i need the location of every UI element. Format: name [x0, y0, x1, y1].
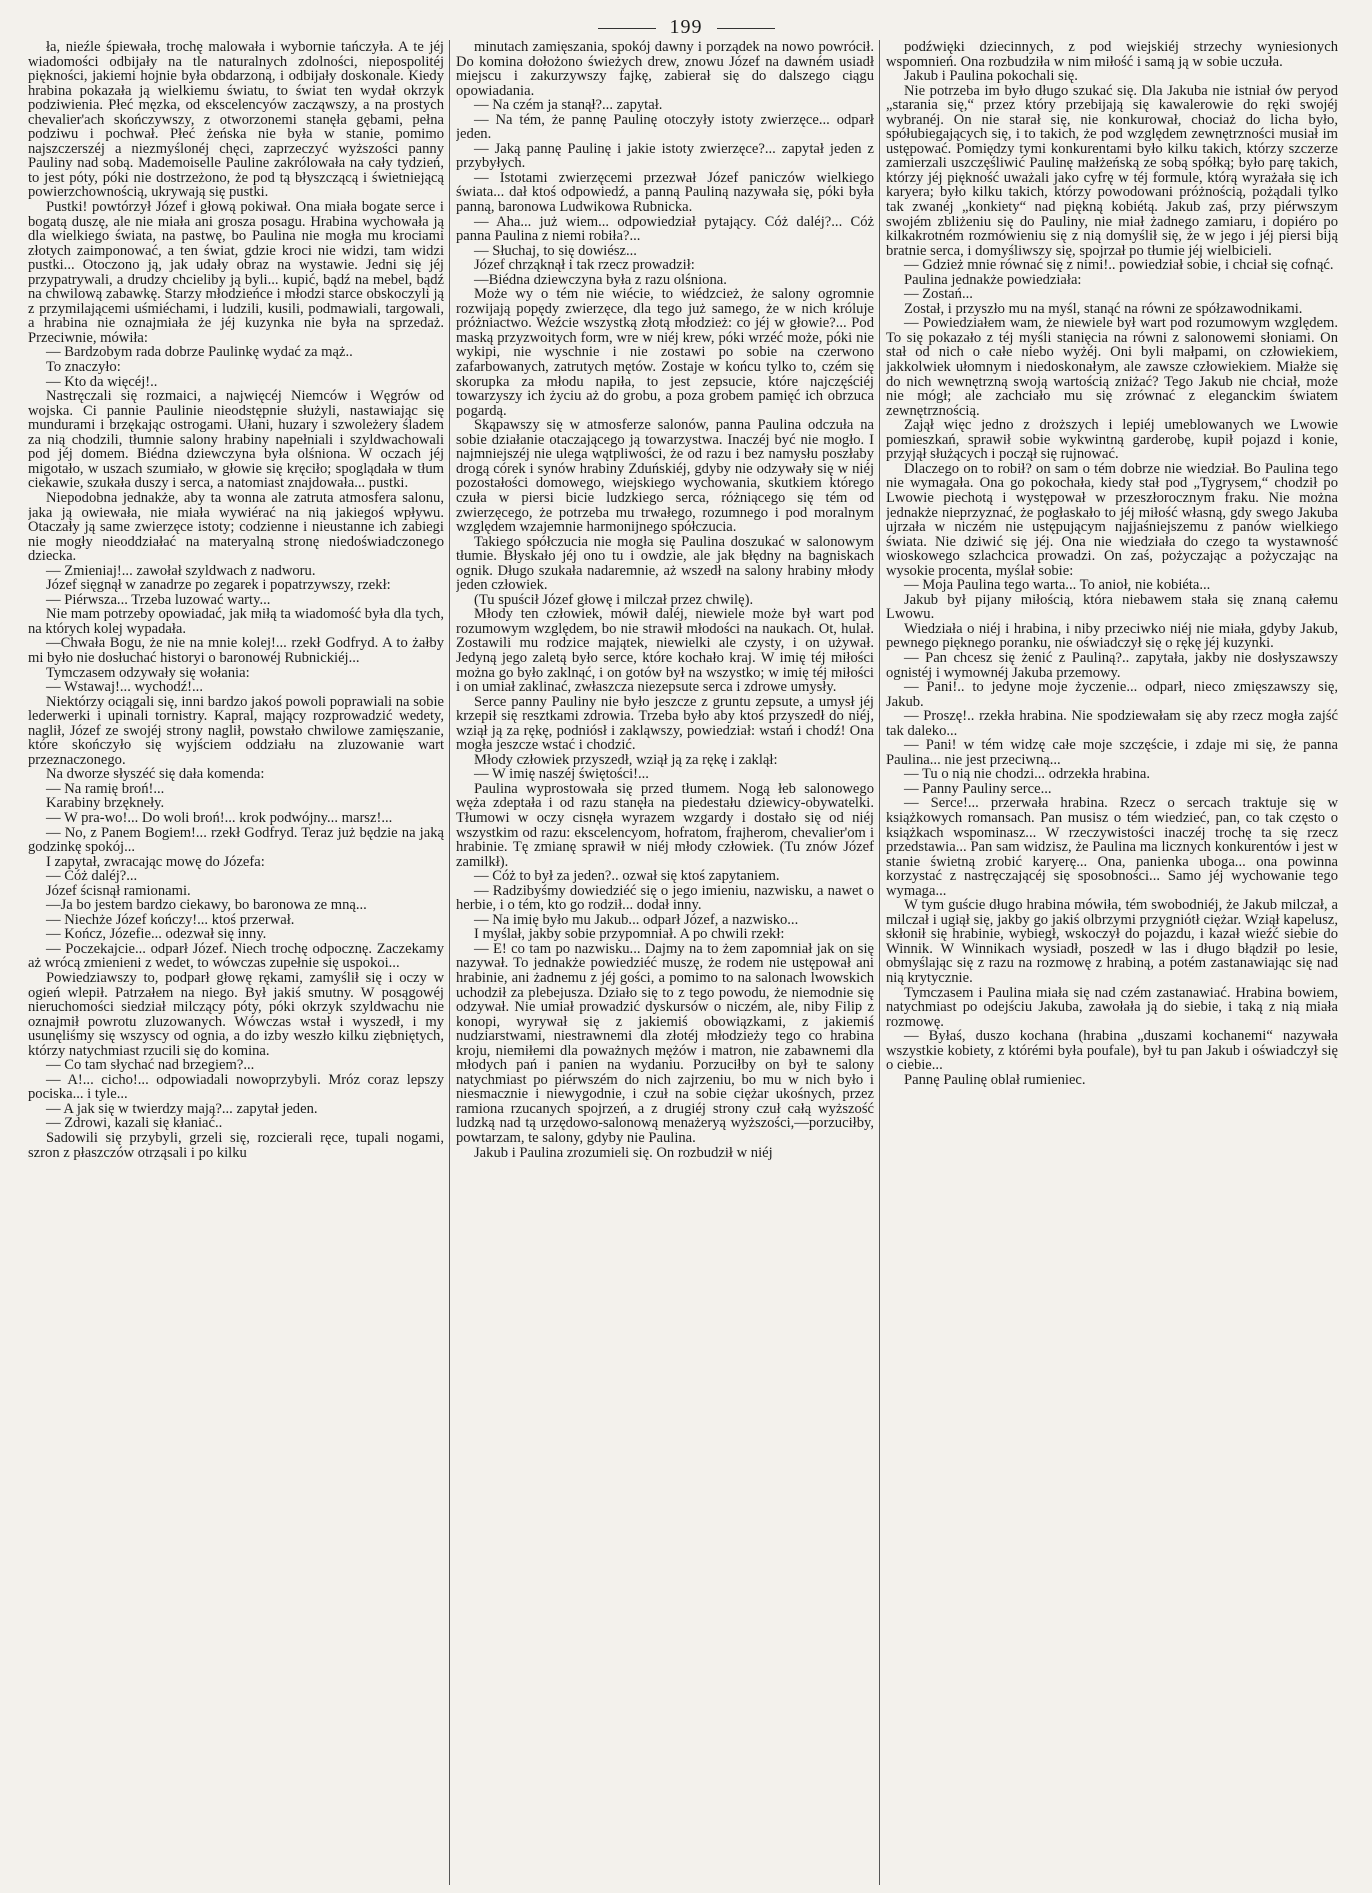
paragraph: —Chwała Bogu, że nie na mnie kolej!... rzekł Godfryd. A to żałby mi było nie dosłuchać historyi o baronowéj Rubnickiéj... [28, 635, 444, 666]
paragraph: Józef sięgnął w zanadrze po zegarek i popatrzywszy, rzekł: [46, 577, 391, 594]
paragraph: Nie mam potrzeby opowiadać, jak miłą ta wiadomość była dla tych, na których kolej wypadała. [28, 606, 444, 637]
header-rule-right [717, 28, 775, 29]
paragraph: Zajął więc jedno z droższych i lepiéj umeblowanych we Lwowie pomieszkań, sprawił sobie wykwintną garderobę, kupił pojazd i konie, przyjął służących i począł się rujnować. [886, 417, 1338, 463]
paragraph: Niektórzy ociągali się, inni bardzo jakoś powoli poprawiali na sobie lederwerki i upinali tornistry. Kapral, mający rozprowadzić wedety, naglił, Józef ze swojéj strony naglił, powstało chwilowe zamięszanie, które skończyło się wyjściem oddziału na zluzowanie wart przeznaczonego. [28, 693, 444, 768]
paragraph: minutach zamięszania, spokój dawny i porządek na nowo powrócił. Do komina dołożono świeżych drew, znowu Józef na dawném usiadł miejscu i zakurzywszy fajkę, zabierał się do dalszego ciągu opowiadania. [456, 40, 874, 99]
paragraph: Karabiny brzękneły. [46, 795, 165, 812]
text-column-2 [456, 40, 874, 1885]
paragraph: — Zostań... [904, 286, 973, 303]
paragraph: — Cóż to był za jeden?.. ozwał się ktoś zapytaniem. [474, 868, 780, 885]
paragraph: Został, i przyszło mu na myśl, stanąć na równi ze spółzawodnikami. [904, 300, 1303, 317]
paragraph: — Kto da więcéj!.. [46, 373, 158, 390]
header-rule-left [598, 28, 656, 29]
paragraph: Skąpawszy się w atmosferze salonów, panna Paulina odczuła na sobie działanie otaczającego ją towarzystwa. Inaczéj być nie mogło. I najmniejszéj nie ulega wątpliwości, że od razu i bez namysłu poszłaby drogą córek i synów hrabiny Zduńskiéj, gdyby nie odzywały się w niéj pozostałości domowego, wiejskiego wychowania, skutkiem którego czuła w piersi bicie ludzkiego serca, różniącego się tém od zwierzęcego, że potrzeba mu trwałego, rozumnego i pod moralnym względem wzajemnie harmonijnego spółczucia. [456, 417, 874, 536]
paragraph: — Bardzobym rada dobrze Paulinkę wydać za mąż.. [46, 344, 353, 361]
paragraph: — Proszę!.. rzekła hrabina. Nie spodziewałam się aby rzecz mogła zajść tak daleko... [886, 708, 1338, 739]
paragraph: — Zdrowi, kazali się kłaniać.. [46, 1115, 223, 1132]
paragraph: W tym guście długo hrabina mówiła, tém swobodniéj, że Jakub milczał, a milczał i ugiął się, jakby go jakiś olbrzymi przygniótł ciężar. Wziął kapelusz, skłonił się hrabinie, wybiegł, wskoczył do pojazdu, i kazał wieźć siebie do Winnik. W Winnikach wysiadł, poszedł w las i długo błądził po lesie, obmyślając się z razu na rozmowę z hrabiną, a potém zastanawiając się nad nią krytycznie. [886, 897, 1338, 986]
paragraph: I zapytał, zwracając mowę do Józefa: [46, 853, 265, 870]
paragraph: — Wstawaj!... wychodź!... [46, 679, 203, 696]
paragraph: Jakub i Paulina pokochali się. [904, 68, 1078, 85]
paragraph: — Zmieniaj!... zawołał szyldwach z nadworu. [46, 562, 316, 579]
paragraph: Wiedziała o niéj i hrabina, i niby przeciwko niéj nie miała, gdyby Jakub, pewnego pięknego poranku, nie oświadczył się o rękę jéj kuzynki. [886, 620, 1338, 652]
paragraph: Paulina jednakże powiedziała: [904, 271, 1082, 288]
page-number: 199 [669, 16, 703, 38]
paragraph: Może wy o tém nie wiécie, to wiédzcież, że salony ogromnie rozwijają popędy zwierzęce, dla tego już samego, że w nich króluje próżniactwo. Weźcie wszystką złotą młodzież: co jéj w głowie?... Pod maską przyzwoitych form, wre w niéj krew, póki wrzéć może, póki nie wykipi, nie wyschnie i nie zostawi po sobie na czerwono zafarbowanych, zatrutych mętów. Zostaje w końcu tylko to, czém się skorupka za młodu napiła, to jest zepsucie, które najczęściéj towarzyszy ich życiu aż do grobu, a poza grobem pamięć ich obrzuca pogardą. [456, 286, 874, 419]
paragraph: Takiego spółczucia nie mogła się Paulina doszukać w salonowym tłumie. Błyskało jéj ono tu i owdzie, ale jak błędny na bagniskach ognik. Długo szukała nadaremnie, aż wszedł na salony hrabiny młody jeden człowiek. [456, 533, 874, 594]
paragraph: — Piérwsza... Trzeba luzować warty... [46, 591, 271, 608]
paragraph: Jakub i Paulina zrozumieli się. On rozbudził w niéj [474, 1144, 773, 1161]
page-header [0, 16, 1372, 39]
paragraph: — Tu o nią nie chodzi... odrzekła hrabina. [904, 766, 1151, 783]
paragraph: — A!... cicho!... odpowiadali nowoprzybyli. Mróz coraz lepszy pociska... i tyle... [28, 1071, 444, 1103]
paragraph: Pannę Paulinę oblał rumieniec. [904, 1071, 1086, 1088]
paragraph: Nie potrzeba im było długo szukać się. Dla Jakuba nie istniał ów peryod „starania się,“ przez który przebijają się kawalerowie do ręki swojéj wybranéj. On nie starał się, nie konkurował, chociaż do licha było, spółubiegających się, i to takich, że pod względem zewnętrzności musiał im ustępować. Pomiędzy tymi konkurentami było kilku takich, którzy szczerze zamierzali uszczęśliwić Paulinę małżeńską ze sobą spółką; było parę takich, którzy jéj piękność uważali jako cyfrę w téj formule, którą wyrażała się ich karyera; było kilku takich, którzy powodowani próżnością, pożądali tylko tak zwanéj „konkiety“ nad piękną kobiétą. Jakub zaś, przy piérwszym swojém zbliżeniu się do Pauliny, nie miał żadnego zamiaru, i dopiéro po kilkakrotném rozmówieniu się z nią domyślił się, że w jego i jéj piersi biją bratnie serca, i domyśliwszy się, spojrzał po tłumie jéj wielbicieli. [886, 82, 1338, 259]
paragraph: To znaczyło: [46, 359, 121, 376]
paragraph: Sadowili się przybyli, grzeli się, rozcierali ręce, tupali nogami, szron z płaszczów otrząsali i po kilku [28, 1130, 444, 1161]
paragraph: — E! co tam po nazwisku... Dajmy na to żem zapomniał jak on się nazywał. To jednakże powiedziéć muszę, że rodem nie ustępował ani hrabinie, ani żadnemu z jéj gości, a pomimo to na salonach lwowskich uchodził za plebejusza. Działo się to z tego powodu, że niemodnie się odzywał. Nie umiał prowadzić dyskursów o niczém, ale, niby Filip z konopi, wyrywał się z jakiemiś obowiązkami, z jakiemiś nudziarstwami, niestrawnemi dla złotéj młodzieży tego co hrabina kroju, niemiłemi dla poważnych mężów i matron, nie zabawnemi dla młodych pań i panien na wydaniu. Porzuciłby on był te salony natychmiast po piérwszém do nich zajrzeniu, bo mu w nich było i niesmacznie i niewygodnie, i czuł na sobie ciężar ukośnych, przez ramiona rzucanych spojrzeń, a z drugiéj strony czuł całą wyższość ludzką nad tą urzędowo-salonową menażeryą wyższości,—porzuciłby, powtarzam, te salony, gdyby nie Paulina. [456, 940, 874, 1147]
paragraph: — Cóż daléj?... [46, 868, 138, 885]
paragraph: — Pani!.. to jedyne moje życzenie... odparł, nieco zmięszawszy się, Jakub. [886, 679, 1338, 710]
paragraph: —Biédna dziewczyna była z razu olśniona. [474, 271, 727, 288]
paragraph: Dlaczego on to robił? on sam o tém dobrze nie wiedział. Bo Paulina tego nie wymagała. Ona go pokochała, kiedy stał pod „Tygrysem,“ chodził po Lwowie piechotą i występował w przeszłorocznym fraku. Nie można jednakże nieprzyznać, że pogłaskało to jéj miłość własną, gdy swego Jakuba ujrzała w niczém nie ustępującym najjaśniejszemu z panów wielkiego świata. Nie dziwić się jéj. Ona nie wiedziała do czego ta wystawność wioskowego szlachcica prowadzi. On zaś, pożyczając a pożyczając na wysokie procenta, myślał sobie: [886, 460, 1338, 579]
paragraph: — Radzibyśmy dowiedziéć się o jego imieniu, nazwisku, a nawet o herbie, i o tém, kto go rodził... dodał inny. [456, 882, 874, 914]
paragraph: Józef ścisnął ramionami. [46, 882, 191, 899]
paragraph: — Słuchaj, to się dowiész... [474, 242, 637, 259]
paragraph: — Poczekajcie... odparł Józef. Niech trochę odpocznę. Zaczekamy aż wrócą zmienieni z wedet, to wówczas zupełnie się uspokoi... [28, 940, 444, 972]
paragraph: — W imię naszéj świętości!... [474, 766, 649, 783]
paragraph: Młody człowiek przyszedł, wziął ją za rękę i zaklął: [474, 751, 778, 768]
paragraph: —Ja bo jestem bardzo ciekawy, bo baronowa ze mną... [46, 897, 367, 914]
paragraph: I myślał, jakby sobie przypomniał. A po chwili rzekł: [474, 926, 785, 943]
column-divider [449, 40, 450, 1885]
paragraph: — Pani! w tém widzę całe moje szczęście, i zdaje mi się, że panna Paulina... nie jest przeciwną... [886, 737, 1338, 768]
paragraph: — Powiedziałem wam, że niewiele był wart pod rozumowym względem. To się pokazało z téj myśli stanięcia na równi z salonowemi słoniami. On stał od nich o całe niebo wyżéj. Oni byli małpami, on człowiekiem, jakkolwiek ułomnym i niedoskonałym, ale zawsze człowiekiem. Miałże się do nich wewnętrzną swoją wartością zniżać? Tego Jakub nie chciał, może nie mógł; ale zachciało mu się zrównać z eleganckim światem zewnętrznością. [886, 315, 1338, 419]
paragraph: — Moja Paulina tego warta... To anioł, nie kobiéta... [904, 577, 1211, 594]
paragraph: — Na czém ja stanął?... zapytał. [474, 97, 663, 114]
paragraph: — Istotami zwierzęcemi przezwał Józef paniczów wielkiego świata... dał ktoś odpowiedź, a panną Pauliną nazywała się, póki była panną, baronowa Ludwikowa Rubnicka. [456, 169, 874, 216]
paragraph: Jakub był pijany miłością, która niebawem stała się znaną całemu Lwowu. [886, 591, 1338, 623]
paragraph: Niepodobna jednakże, aby ta wonna ale zatruta atmosfera salonu, jaka ją owiewała, nie miała wywiérać na nią jakiegoś wpływu. Otaczały ją same zwierzęce istoty; codzienne i nieustanne ich zabiegi nie mogły nieoddziałać na materyalną stronę niedoświadczonego dziecka. [28, 489, 444, 565]
paragraph: — Pan chcesz się żenić z Pauliną?.. zapytała, jakby nie dosłyszawszy ognistéj i wymownéj Jakuba przemowy. [886, 649, 1338, 681]
paragraph: Powiedziawszy to, podparł głowę rękami, zamyślił się i oczy w ogień wlepił. Patrzałem na niego. Był jakiś smutny. W posągowéj nieruchomości siedział milczący póty, póki okrzyk szyldwachu nie oznajmił powrotu zluzowanych. Wówczas wstał i wyszedł, i my usunęliśmy się wszyscy od ognia, a do izby weszło kilku ziębniętych, którzy natychmiast rzucili się do komina. [28, 970, 444, 1059]
paragraph: Tymczasem odzywały się wołania: [46, 664, 250, 681]
paragraph: Paulina wyprostowała się przed tłumem. Nogą łeb salonowego węża zdeptała i od razu stanęła na piedestału dziewicy-obywatelki. Tłumowi w oczy cisnęła wyrazem wzgardy i dostało się od niéj wszystkim od razu: ekscelencyom, hofratom, frajherom, chevalier'om i hrabinie. Tę zmianę sprawił w niéj młody człowiek. (Tu znów Józef zamilkł). [456, 780, 874, 870]
paragraph: (Tu spuścił Józef głowę i milczał przez chwilę). [474, 591, 754, 608]
paragraph: — Gdzież mnie równać się z nimi!.. powiedział sobie, i chciał się cofnąć. [904, 257, 1334, 274]
paragraph: — Co tam słychać nad brzegiem?... [46, 1057, 255, 1074]
paragraph: Nastręczali się rozmaici, a najwięcéj Niemców i Węgrów od wojska. Ci pannie Paulinie nieodstępnie służyli, nastawiając się mundurami i brzękając ostrogami. Ułani, huzary i szwoleżery śladem za nią chodzili, tłumnie salony hrabiny napełniali i szyldwachowali pod jéj domem. Biédna dziewczyna była olśniona. W oczach jéj migotało, w uszach szumiało, w głowie się kręciło; spoglądała w tłum ciekawie, szukała duszy i serca, a natomiast znajdowała... pustki. [28, 388, 444, 492]
paragraph: — Na ramię broń!... [46, 780, 165, 797]
paragraph: Serce panny Pauliny nie było jeszcze z gruntu zepsute, a umysł jéj krzepił się resztkami zdrowia. Trzeba było aby ktoś przyszedł do niéj, wziął ją za rękę, podniósł i zakląwszy, powiedział: wstań i chodź! Ona mogła jeszcze wstać i chodzić. [456, 693, 874, 754]
paragraph: Pustki! powtórzył Józef i głową pokiwał. Ona miała bogate serce i bogatą duszę, ale nie miała ani grosza posagu. Hrabina wychowała ją dla wielkiego świata, na pastwę, bo Paulina nie mogła mu krociami złotych zaimponować, a ten świat, gdzie kroci nie widzi, tam widzi pustki... Otoczono ją, jak udały obraz na wystawie. Jedni się jéj przypatrywali, a drudzy chcieliby ją byli... kupić, bądź na mebel, bądź na chwilową zabawkę. Starzy młodzieńce i młodzi starce obskoczyli ją z przymilającemi uśmiéchami, i ludzili, kusili, podmawiali, targowali, a hrabina nie oznajmiała że jéj kuzynka nie była na sprzedaż. Przeciwnie, mówiła: [28, 199, 444, 346]
paragraph: Tymczasem i Paulina miała się nad czém zastanawiać. Hrabina bowiem, natychmiast po odejściu Jakuba, zawołała ją do siebie, i taką z nią miała rozmowę. [886, 984, 1338, 1030]
paragraph: — W pra-wo!... Do woli broń!... krok podwójny... marsz!... [46, 809, 393, 826]
paragraph: — Na tém, że pannę Paulinę otoczyły istoty zwierzęce... odparł jeden. [456, 111, 874, 143]
paragraph: — Byłaś, duszo kochana (hrabina „duszami kochanemi“ nazywała wszystkie kobiety, z którémi była poufale), był tu pan Jakub i oświadczył się o ciebie... [886, 1028, 1338, 1074]
paragraph: — Panny Pauliny serce... [904, 780, 1052, 797]
paragraph: Na dworze słyszéć się dała komenda: [46, 766, 265, 783]
paragraph: — Aha... już wiem... odpowiedział pytający. Cóż daléj?... Cóż panna Paulina z niemi robiła?... [456, 213, 874, 245]
text-column-1 [28, 40, 444, 1885]
paragraph: — Na imię było mu Jakub... odparł Józef, a nazwisko... [474, 911, 799, 928]
paragraph: podźwięki dziecinnych, z pod wiejskiéj strzechy wyniesionych wspomnień. Ona rozbudziła w nim miłość i samą ją w sobie uczuła. [886, 40, 1338, 70]
paragraph: — No, z Panem Bogiem!... rzekł Godfryd. Teraz już będzie na jaką godzinkę spokój... [28, 824, 444, 856]
paragraph: Józef chrząknął i tak rzecz prowadził: [474, 257, 695, 274]
paragraph: — Niechże Józef kończy!... ktoś przerwał. [46, 911, 295, 928]
paragraph: ła, nieźle śpiewała, trochę malowała i wybornie tańczyła. A te jéj wiadomości odbijały na tle naturalnych zdolności, niepospolitéj piękności, jakiemi hojnie była obdarzoną, i odbijały doskonale. Kiedy hrabina pokazała ją wielkiemu światu, to świat ten wydał okrzyk podziwienia. Płeć męzka, od ekscelencyów zacząwszy, a na prostych chevalier'ach skończywszy, z otworzonemi stanęła gębami, pełna podziwu i pochwał. Płeć żeńska nie była w stanie, pomimo najszczerszéj a niezmyślonéj chęci, zaprzeczyć wyższości panny Pauliny nad sobą. Mademoiselle Pauline zakrólowała na cały tydzień, to jest póty, póki nie dostrzeżono, że pod tą błyszczącą i świetniejącą powierzchownością, ukrywają się pustki. [28, 40, 444, 201]
paragraph: — Kończ, Józefie... odezwał się inny. [46, 926, 267, 943]
column-divider [879, 40, 880, 1885]
paragraph: — Serce!... przerwała hrabina. Rzecz o sercach traktuje się w książkowych romansach. Pan musisz o tém wiedzieć, pan, co tak często o książkach wspominasz... W rzeczywistości inaczéj trochę ta się rzecz przedstawia... Pan sam widzisz, że Paulina ma licznych konkurentów i jest w stanie świetną zrobić karyerę... Ona, panienka uboga... ona powinna korzystać z nastręczającéj się sposobności... Samo jéj wychowanie tego wymaga... [886, 795, 1338, 899]
paragraph: — A jak się w twierdzy mają?... zapytał jeden. [46, 1100, 318, 1117]
text-column-3 [886, 40, 1338, 1885]
paragraph: — Jaką pannę Paulinę i jakie istoty zwierzęce?... zapytał jeden z przybyłych. [456, 140, 874, 172]
paragraph: Młody ten człowiek, mówił daléj, niewiele może był wart pod rozumowym względem, bo nie strawił młodości na naukach. Ot, hulał. Zostawili mu rodzice majątek, niewielki ale czysty, i on używał. Jedyną jego zaletą było serce, które kochało kraj. W imię téj miłości można go było zaklnąć, i on gotów był na wszystko; w imię téj miłości i on umiał zaklinać, zwłaszcza niezepsute serca i zdrowe umysły. [456, 606, 874, 696]
